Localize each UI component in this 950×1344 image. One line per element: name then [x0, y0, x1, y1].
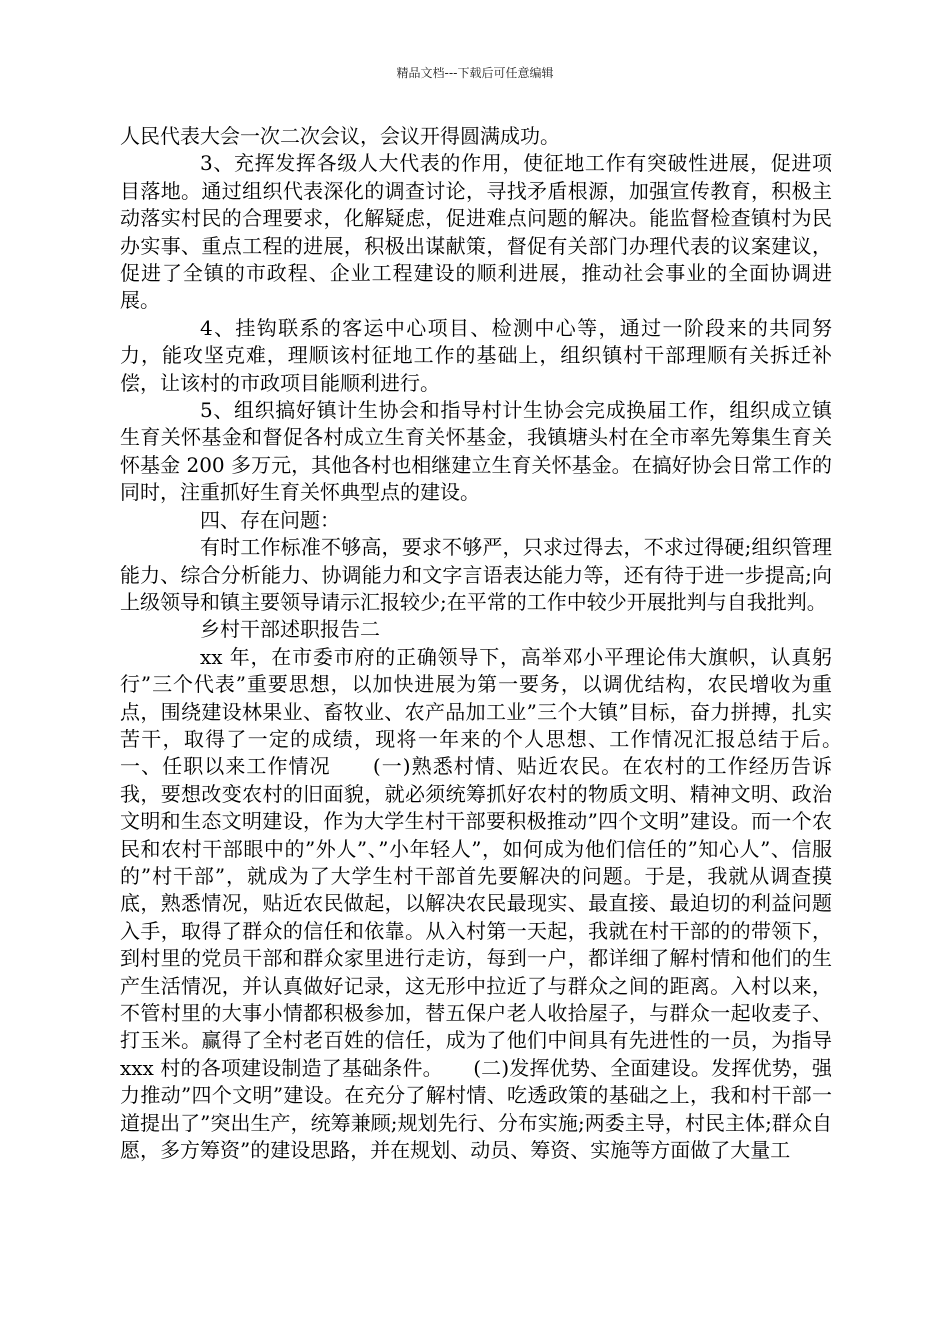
page-header: 精品文档---下载后可任意编辑 — [396, 66, 554, 80]
paragraph: xx 年，在市委市府的正确领导下，高举邓小平理论伟大旗帜，认真躬行”三个代表”重要思想，以加快进展为第一要务，以调优结构，农民增收为重点，围绕建设林果业、畜牧业、农产品加工业”三个大镇”目标，奋力拼搏，扎实苦干，取得了一定的成绩，现将一年来的个人思想、工作情况汇报总结于后。 一、任职以来工作情况 (一)熟悉村情、贴近农民。在农村的工作经历告诉我，要想改变农村的旧面貌，就必须统筹抓好农村的物质文明、精神文明、政治文明和生态文明建设，作为大学生村干部要积极推动”四个文明”建设。而一个农民和农村干部眼中的”外人”、”小年轻人”，如何成为他们信任的”知心人”、信服的”村干部”，就成为了大学生村干部首先要解决的问题。于是，我就从调查摸底，熟悉情况，贴近农民做起，以解决农民最现实、最直接、最迫切的利益问题入手，取得了群众的信任和依靠。从入村第一天起，我就在村干部的的带领下，到村里的党员干部和群众家里进行走访，每到一户，都详细了解村情和他们的生产生活情况，并认真做好记录，这无形中拉近了与群众之间的距离。入村以来，不管村里的大事小情都积极参加，替五保户老人收拾屋子，与群众一起收麦子、打玉米。赢得了全村老百姓的信任，成为了他们中间具有先进性的一员，为指导 xxx 村的各项建设制造了基础条件。 (二)发挥优势、全面建设。发挥优势，强力推动”四个文明”建设。在充分了解村情、吃透政策的基础之上，我和村干部一道提出了”突出生产，统筹兼顾;规划先行、分布实施;两委主导，村民主体;群众自愿，多方筹资”的建设思路，并在规划、动员、筹资、实施等方面做了大量工 — [120, 644, 892, 1163]
section-heading: 四、存在问题： — [200, 507, 340, 532]
report-title: 乡村干部述职报告二 — [200, 617, 380, 642]
paragraph: 有时工作标准不够高，要求不够严，只求过得去，不求过得硬;组织管理能力、综合分析能力、协调能力和文字言语表达能力等，还有待于进一步提高;向上级领导和镇主要领导请示汇报较少;在平常的工作中较少开展批判与自我批判。 — [120, 535, 832, 614]
paragraph: 5、组织搞好镇计生协会和指导村计生协会完成换届工作，组织成立镇生育关怀基金和督促各村成立生育关怀基金，我镇塘头村在全市率先筹集生育关怀基金 200 多万元，其他各村也相继建立生育关怀基金。在搞好协会日常工作的同时，注重抓好生育关怀典型点的建设。 — [120, 398, 832, 505]
paragraph: 3、充挥发挥各级人大代表的作用，使征地工作有突破性进展，促进项目落地。通过组织代表深化的调查讨论，寻找矛盾根源，加强宣传教育，积极主动落实村民的合理要求，化解疑虑，促进难点问题的解决。能监督检查镇村为民办实事、重点工程的进展，积极出谋献策，督促有关部门办理代表的议案建议，促进了全镇的市政程、企业工程建设的顺利进展，推动社会事业的全面协调进展。 — [120, 151, 832, 313]
document-body — [120, 123, 892, 1164]
paragraph: 人民代表大会一次二次会议，会议开得圆满成功。 — [120, 124, 560, 148]
paragraph: 4、挂钩联系的客运中心项目、检测中心等，通过一阶段来的共同努力，能攻坚克难，理顺该村征地工作的基础上，组织镇村干部理顺有关拆迁补偿，让该村的市政项目能顺利进行。 — [120, 315, 832, 395]
